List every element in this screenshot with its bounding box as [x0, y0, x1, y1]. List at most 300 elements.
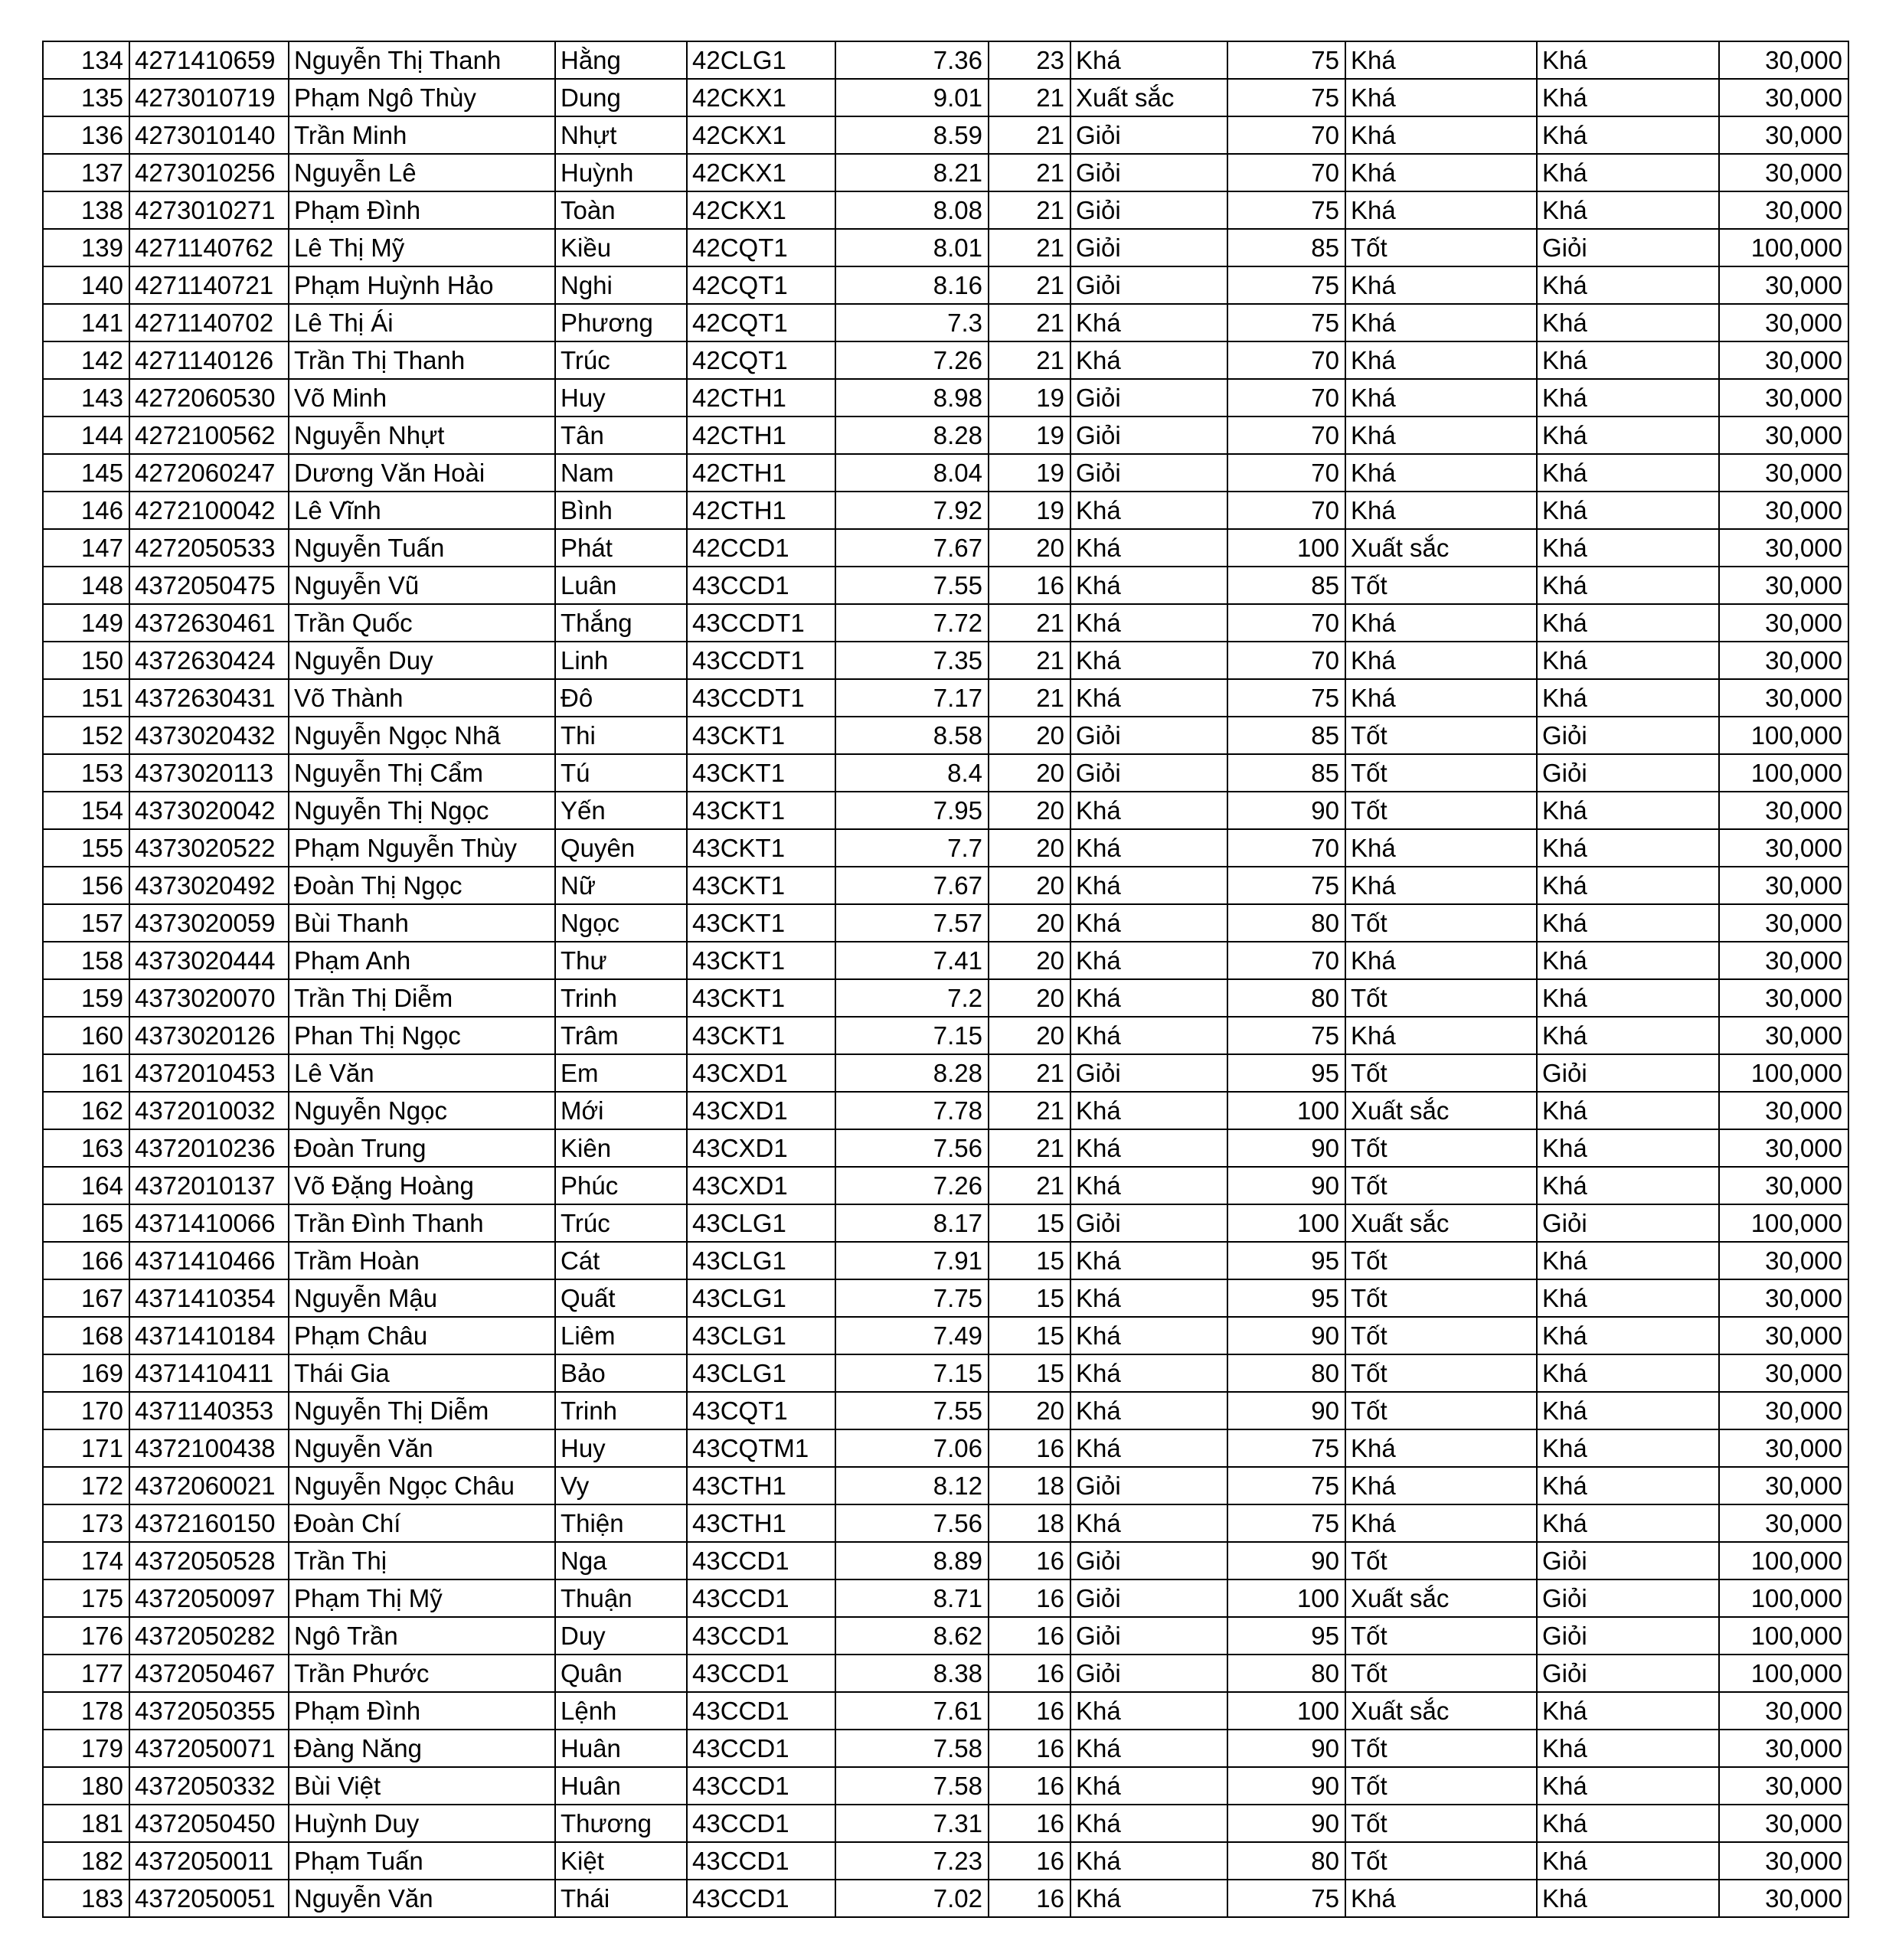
cell-student-id: 4372630424 — [129, 642, 289, 679]
cell-amount: 30,000 — [1719, 1467, 1848, 1504]
cell-gpa: 8.59 — [835, 116, 989, 154]
cell-conduct-score: 95 — [1227, 1054, 1345, 1092]
cell-scholarship-rank: Khá — [1537, 642, 1719, 679]
cell-conduct-score: 90 — [1227, 1167, 1345, 1204]
cell-stt: 134 — [43, 41, 129, 79]
cell-surname: Lê Thị Ái — [289, 304, 555, 341]
cell-conduct-rank: Tốt — [1345, 1242, 1537, 1279]
cell-scholarship-rank: Khá — [1537, 304, 1719, 341]
cell-given-name: Trúc — [555, 341, 687, 379]
cell-academic-rank: Giỏi — [1070, 116, 1227, 154]
cell-gpa: 8.17 — [835, 1204, 989, 1242]
cell-amount: 100,000 — [1719, 717, 1848, 754]
table-row — [43, 492, 1848, 529]
cell-conduct-score: 70 — [1227, 604, 1345, 642]
cell-conduct-score: 75 — [1227, 304, 1345, 341]
cell-conduct-rank: Khá — [1345, 642, 1537, 679]
cell-class-code: 43CCD1 — [687, 1767, 835, 1805]
cell-gpa: 7.15 — [835, 1354, 989, 1392]
cell-gpa: 7.56 — [835, 1504, 989, 1542]
cell-surname: Lê Vĩnh — [289, 492, 555, 529]
cell-student-id: 4272100042 — [129, 492, 289, 529]
cell-amount: 30,000 — [1719, 416, 1848, 454]
cell-amount: 30,000 — [1719, 79, 1848, 116]
cell-conduct-score: 70 — [1227, 942, 1345, 979]
cell-student-id: 4372010032 — [129, 1092, 289, 1129]
cell-academic-rank: Khá — [1070, 1730, 1227, 1767]
table-row — [43, 454, 1848, 492]
cell-amount: 30,000 — [1719, 1767, 1848, 1805]
cell-surname: Nguyễn Thị Ngọc — [289, 792, 555, 829]
cell-credits: 21 — [989, 1167, 1070, 1204]
cell-stt: 176 — [43, 1617, 129, 1655]
table-row — [43, 341, 1848, 379]
cell-amount: 30,000 — [1719, 679, 1848, 717]
cell-amount: 30,000 — [1719, 1167, 1848, 1204]
table-row — [43, 567, 1848, 604]
cell-given-name: Thiện — [555, 1504, 687, 1542]
cell-stt: 159 — [43, 979, 129, 1017]
cell-academic-rank: Giỏi — [1070, 416, 1227, 454]
cell-student-id: 4371410411 — [129, 1354, 289, 1392]
table-row — [43, 604, 1848, 642]
cell-academic-rank: Khá — [1070, 567, 1227, 604]
table-row — [43, 1542, 1848, 1579]
cell-conduct-score: 80 — [1227, 1842, 1345, 1880]
cell-amount: 30,000 — [1719, 116, 1848, 154]
cell-stt: 148 — [43, 567, 129, 604]
cell-surname: Nguyễn Mậu — [289, 1279, 555, 1317]
cell-conduct-score: 70 — [1227, 829, 1345, 867]
cell-gpa: 7.61 — [835, 1692, 989, 1730]
cell-student-id: 4272050533 — [129, 529, 289, 567]
cell-credits: 21 — [989, 679, 1070, 717]
cell-given-name: Kiệt — [555, 1842, 687, 1880]
cell-credits: 20 — [989, 792, 1070, 829]
cell-surname: Võ Đặng Hoàng — [289, 1167, 555, 1204]
cell-academic-rank: Khá — [1070, 1504, 1227, 1542]
cell-scholarship-rank: Khá — [1537, 792, 1719, 829]
cell-stt: 182 — [43, 1842, 129, 1880]
cell-credits: 19 — [989, 492, 1070, 529]
cell-gpa: 7.72 — [835, 604, 989, 642]
cell-scholarship-rank: Khá — [1537, 492, 1719, 529]
cell-given-name: Liêm — [555, 1317, 687, 1354]
cell-given-name: Tân — [555, 416, 687, 454]
table-row — [43, 1467, 1848, 1504]
cell-credits: 20 — [989, 1392, 1070, 1429]
cell-academic-rank: Giỏi — [1070, 1054, 1227, 1092]
cell-student-id: 4373020444 — [129, 942, 289, 979]
cell-student-id: 4372630461 — [129, 604, 289, 642]
cell-stt: 181 — [43, 1805, 129, 1842]
cell-given-name: Huỳnh — [555, 154, 687, 191]
cell-gpa: 7.75 — [835, 1279, 989, 1317]
cell-conduct-rank: Khá — [1345, 266, 1537, 304]
cell-scholarship-rank: Khá — [1537, 379, 1719, 416]
table-row — [43, 1167, 1848, 1204]
cell-conduct-score: 95 — [1227, 1242, 1345, 1279]
cell-conduct-score: 80 — [1227, 1354, 1345, 1392]
table-row — [43, 1842, 1848, 1880]
cell-conduct-rank: Khá — [1345, 379, 1537, 416]
table-row — [43, 679, 1848, 717]
cell-student-id: 4271140762 — [129, 229, 289, 266]
table-row — [43, 754, 1848, 792]
cell-surname: Nguyễn Tuấn — [289, 529, 555, 567]
cell-student-id: 4373020042 — [129, 792, 289, 829]
cell-credits: 16 — [989, 1880, 1070, 1917]
cell-given-name: Mới — [555, 1092, 687, 1129]
cell-scholarship-rank: Khá — [1537, 1692, 1719, 1730]
cell-academic-rank: Khá — [1070, 1767, 1227, 1805]
cell-stt: 172 — [43, 1467, 129, 1504]
cell-amount: 30,000 — [1719, 1429, 1848, 1467]
cell-student-id: 4273010140 — [129, 116, 289, 154]
cell-scholarship-rank: Khá — [1537, 1767, 1719, 1805]
cell-stt: 183 — [43, 1880, 129, 1917]
cell-scholarship-rank: Khá — [1537, 904, 1719, 942]
cell-conduct-rank: Tốt — [1345, 229, 1537, 266]
cell-conduct-score: 90 — [1227, 1129, 1345, 1167]
cell-credits: 16 — [989, 1805, 1070, 1842]
cell-conduct-rank: Khá — [1345, 604, 1537, 642]
cell-student-id: 4373020492 — [129, 867, 289, 904]
table-row — [43, 1054, 1848, 1092]
cell-stt: 178 — [43, 1692, 129, 1730]
cell-class-code: 42CKX1 — [687, 79, 835, 116]
cell-surname: Nguyễn Văn — [289, 1880, 555, 1917]
cell-amount: 100,000 — [1719, 754, 1848, 792]
cell-student-id: 4273010271 — [129, 191, 289, 229]
cell-conduct-score: 85 — [1227, 229, 1345, 266]
cell-conduct-score: 85 — [1227, 567, 1345, 604]
cell-stt: 156 — [43, 867, 129, 904]
cell-conduct-score: 100 — [1227, 1204, 1345, 1242]
cell-credits: 15 — [989, 1242, 1070, 1279]
cell-scholarship-rank: Khá — [1537, 454, 1719, 492]
cell-conduct-rank: Tốt — [1345, 567, 1537, 604]
cell-stt: 170 — [43, 1392, 129, 1429]
cell-credits: 20 — [989, 979, 1070, 1017]
cell-given-name: Bảo — [555, 1354, 687, 1392]
cell-surname: Đoàn Chí — [289, 1504, 555, 1542]
cell-conduct-score: 90 — [1227, 1542, 1345, 1579]
cell-class-code: 43CCD1 — [687, 1617, 835, 1655]
cell-gpa: 7.35 — [835, 642, 989, 679]
cell-amount: 30,000 — [1719, 1242, 1848, 1279]
cell-surname: Trần Thị Thanh — [289, 341, 555, 379]
cell-conduct-score: 80 — [1227, 904, 1345, 942]
cell-gpa: 7.58 — [835, 1767, 989, 1805]
cell-amount: 30,000 — [1719, 1092, 1848, 1129]
cell-class-code: 43CCDT1 — [687, 679, 835, 717]
cell-academic-rank: Giỏi — [1070, 266, 1227, 304]
cell-conduct-rank: Tốt — [1345, 792, 1537, 829]
cell-surname: Nguyễn Thị Thanh — [289, 41, 555, 79]
cell-class-code: 42CTH1 — [687, 492, 835, 529]
cell-class-code: 43CCD1 — [687, 1579, 835, 1617]
cell-given-name: Toàn — [555, 191, 687, 229]
table-row — [43, 1017, 1848, 1054]
cell-gpa: 7.17 — [835, 679, 989, 717]
cell-conduct-rank: Tốt — [1345, 1167, 1537, 1204]
table-row — [43, 1392, 1848, 1429]
cell-credits: 20 — [989, 529, 1070, 567]
cell-gpa: 7.91 — [835, 1242, 989, 1279]
cell-conduct-rank: Khá — [1345, 1467, 1537, 1504]
cell-surname: Phạm Anh — [289, 942, 555, 979]
cell-student-id: 4372050097 — [129, 1579, 289, 1617]
cell-credits: 21 — [989, 1129, 1070, 1167]
cell-class-code: 43CLG1 — [687, 1317, 835, 1354]
cell-conduct-rank: Khá — [1345, 79, 1537, 116]
cell-class-code: 43CCD1 — [687, 1542, 835, 1579]
cell-student-id: 4272060530 — [129, 379, 289, 416]
cell-academic-rank: Khá — [1070, 942, 1227, 979]
cell-stt: 140 — [43, 266, 129, 304]
cell-class-code: 42CKX1 — [687, 191, 835, 229]
cell-student-id: 4373020522 — [129, 829, 289, 867]
cell-class-code: 43CKT1 — [687, 754, 835, 792]
table-row — [43, 1204, 1848, 1242]
cell-class-code: 43CTH1 — [687, 1504, 835, 1542]
cell-amount: 30,000 — [1719, 1805, 1848, 1842]
cell-given-name: Lệnh — [555, 1692, 687, 1730]
cell-given-name: Thái — [555, 1880, 687, 1917]
cell-academic-rank: Khá — [1070, 41, 1227, 79]
table-row — [43, 1692, 1848, 1730]
cell-stt: 158 — [43, 942, 129, 979]
table-row — [43, 154, 1848, 191]
cell-student-id: 4371410184 — [129, 1317, 289, 1354]
cell-amount: 30,000 — [1719, 191, 1848, 229]
cell-given-name: Thương — [555, 1805, 687, 1842]
cell-conduct-score: 90 — [1227, 792, 1345, 829]
cell-stt: 135 — [43, 79, 129, 116]
cell-conduct-rank: Tốt — [1345, 1805, 1537, 1842]
cell-academic-rank: Khá — [1070, 1354, 1227, 1392]
cell-student-id: 4372050282 — [129, 1617, 289, 1655]
cell-class-code: 43CXD1 — [687, 1092, 835, 1129]
cell-conduct-rank: Xuất sắc — [1345, 1579, 1537, 1617]
table-row — [43, 229, 1848, 266]
cell-academic-rank: Giỏi — [1070, 717, 1227, 754]
cell-conduct-rank: Khá — [1345, 942, 1537, 979]
cell-student-id: 4271140702 — [129, 304, 289, 341]
cell-conduct-score: 100 — [1227, 1692, 1345, 1730]
cell-surname: Nguyễn Nhựt — [289, 416, 555, 454]
cell-scholarship-rank: Khá — [1537, 1504, 1719, 1542]
cell-amount: 30,000 — [1719, 1504, 1848, 1542]
cell-amount: 100,000 — [1719, 1204, 1848, 1242]
cell-amount: 30,000 — [1719, 1692, 1848, 1730]
cell-given-name: Nhựt — [555, 116, 687, 154]
cell-stt: 141 — [43, 304, 129, 341]
cell-class-code: 43CCD1 — [687, 1805, 835, 1842]
cell-given-name: Quyên — [555, 829, 687, 867]
cell-conduct-rank: Khá — [1345, 867, 1537, 904]
cell-stt: 145 — [43, 454, 129, 492]
cell-gpa: 8.89 — [835, 1542, 989, 1579]
cell-amount: 30,000 — [1719, 979, 1848, 1017]
cell-gpa: 8.98 — [835, 379, 989, 416]
cell-stt: 174 — [43, 1542, 129, 1579]
cell-student-id: 4371410466 — [129, 1242, 289, 1279]
cell-conduct-rank: Khá — [1345, 1504, 1537, 1542]
table-row — [43, 1880, 1848, 1917]
cell-class-code: 42CTH1 — [687, 379, 835, 416]
cell-conduct-rank: Khá — [1345, 41, 1537, 79]
cell-given-name: Phương — [555, 304, 687, 341]
cell-stt: 177 — [43, 1655, 129, 1692]
cell-amount: 30,000 — [1719, 492, 1848, 529]
cell-amount: 30,000 — [1719, 154, 1848, 191]
cell-surname: Phan Thị Ngọc — [289, 1017, 555, 1054]
cell-conduct-rank: Tốt — [1345, 1054, 1537, 1092]
cell-conduct-score: 70 — [1227, 379, 1345, 416]
cell-class-code: 43CCD1 — [687, 1655, 835, 1692]
cell-credits: 19 — [989, 416, 1070, 454]
cell-scholarship-rank: Khá — [1537, 1354, 1719, 1392]
cell-amount: 30,000 — [1719, 1392, 1848, 1429]
cell-academic-rank: Khá — [1070, 679, 1227, 717]
cell-scholarship-rank: Khá — [1537, 116, 1719, 154]
cell-academic-rank: Giỏi — [1070, 154, 1227, 191]
cell-academic-rank: Xuất sắc — [1070, 79, 1227, 116]
cell-conduct-score: 75 — [1227, 1504, 1345, 1542]
cell-credits: 23 — [989, 41, 1070, 79]
cell-amount: 30,000 — [1719, 567, 1848, 604]
cell-credits: 16 — [989, 1842, 1070, 1880]
cell-academic-rank: Khá — [1070, 492, 1227, 529]
cell-conduct-score: 70 — [1227, 642, 1345, 679]
cell-academic-rank: Giỏi — [1070, 1617, 1227, 1655]
table-row — [43, 1354, 1848, 1392]
cell-credits: 19 — [989, 379, 1070, 416]
cell-gpa: 7.92 — [835, 492, 989, 529]
cell-student-id: 4373020126 — [129, 1017, 289, 1054]
cell-class-code: 43CCDT1 — [687, 604, 835, 642]
cell-amount: 30,000 — [1719, 454, 1848, 492]
cell-amount: 30,000 — [1719, 1317, 1848, 1354]
cell-gpa: 7.31 — [835, 1805, 989, 1842]
cell-stt: 137 — [43, 154, 129, 191]
cell-conduct-rank: Tốt — [1345, 1730, 1537, 1767]
cell-scholarship-rank: Giỏi — [1537, 229, 1719, 266]
cell-scholarship-rank: Giỏi — [1537, 754, 1719, 792]
cell-stt: 154 — [43, 792, 129, 829]
cell-academic-rank: Khá — [1070, 1692, 1227, 1730]
cell-conduct-rank: Xuất sắc — [1345, 1692, 1537, 1730]
cell-stt: 164 — [43, 1167, 129, 1204]
cell-academic-rank: Giỏi — [1070, 1655, 1227, 1692]
cell-credits: 15 — [989, 1354, 1070, 1392]
cell-student-id: 4271140126 — [129, 341, 289, 379]
cell-scholarship-rank: Khá — [1537, 1242, 1719, 1279]
table-row — [43, 792, 1848, 829]
cell-surname: Trần Minh — [289, 116, 555, 154]
table-row — [43, 1805, 1848, 1842]
cell-given-name: Quất — [555, 1279, 687, 1317]
cell-student-id: 4372050450 — [129, 1805, 289, 1842]
cell-credits: 15 — [989, 1279, 1070, 1317]
cell-conduct-rank: Tốt — [1345, 979, 1537, 1017]
cell-scholarship-rank: Khá — [1537, 341, 1719, 379]
cell-given-name: Phát — [555, 529, 687, 567]
cell-class-code: 42CTH1 — [687, 454, 835, 492]
cell-credits: 18 — [989, 1504, 1070, 1542]
cell-class-code: 43CXD1 — [687, 1129, 835, 1167]
cell-surname: Lê Văn — [289, 1054, 555, 1092]
cell-conduct-rank: Tốt — [1345, 1129, 1537, 1167]
cell-academic-rank: Khá — [1070, 1880, 1227, 1917]
cell-surname: Trần Thị Diễm — [289, 979, 555, 1017]
cell-credits: 21 — [989, 341, 1070, 379]
cell-gpa: 8.04 — [835, 454, 989, 492]
cell-class-code: 42CKX1 — [687, 154, 835, 191]
table-row — [43, 416, 1848, 454]
cell-conduct-rank: Tốt — [1345, 1392, 1537, 1429]
cell-stt: 138 — [43, 191, 129, 229]
cell-class-code: 42CQT1 — [687, 229, 835, 266]
cell-given-name: Thi — [555, 717, 687, 754]
cell-student-id: 4372060021 — [129, 1467, 289, 1504]
cell-stt: 149 — [43, 604, 129, 642]
cell-stt: 157 — [43, 904, 129, 942]
cell-given-name: Nam — [555, 454, 687, 492]
cell-credits: 20 — [989, 942, 1070, 979]
cell-given-name: Thuận — [555, 1579, 687, 1617]
cell-academic-rank: Khá — [1070, 1805, 1227, 1842]
table-row — [43, 904, 1848, 942]
cell-amount: 30,000 — [1719, 1730, 1848, 1767]
cell-conduct-rank: Xuất sắc — [1345, 1204, 1537, 1242]
cell-conduct-score: 80 — [1227, 979, 1345, 1017]
cell-conduct-score: 90 — [1227, 1392, 1345, 1429]
cell-class-code: 43CLG1 — [687, 1242, 835, 1279]
cell-gpa: 7.57 — [835, 904, 989, 942]
cell-academic-rank: Khá — [1070, 979, 1227, 1017]
cell-conduct-rank: Khá — [1345, 454, 1537, 492]
cell-conduct-rank: Xuất sắc — [1345, 1092, 1537, 1129]
cell-conduct-score: 80 — [1227, 1655, 1345, 1692]
cell-given-name: Linh — [555, 642, 687, 679]
cell-stt: 146 — [43, 492, 129, 529]
cell-surname: Phạm Châu — [289, 1317, 555, 1354]
cell-amount: 100,000 — [1719, 1579, 1848, 1617]
cell-conduct-score: 85 — [1227, 717, 1345, 754]
table-body — [43, 41, 1848, 1917]
cell-gpa: 8.28 — [835, 416, 989, 454]
cell-given-name: Trinh — [555, 1392, 687, 1429]
table-row — [43, 1129, 1848, 1167]
cell-student-id: 4371410066 — [129, 1204, 289, 1242]
cell-amount: 30,000 — [1719, 792, 1848, 829]
cell-surname: Đoàn Trung — [289, 1129, 555, 1167]
cell-scholarship-rank: Khá — [1537, 567, 1719, 604]
cell-academic-rank: Khá — [1070, 642, 1227, 679]
cell-given-name: Cát — [555, 1242, 687, 1279]
cell-stt: 150 — [43, 642, 129, 679]
cell-credits: 21 — [989, 191, 1070, 229]
cell-amount: 30,000 — [1719, 942, 1848, 979]
table-row — [43, 1655, 1848, 1692]
cell-given-name: Hằng — [555, 41, 687, 79]
cell-surname: Đoàn Thị Ngọc — [289, 867, 555, 904]
cell-amount: 30,000 — [1719, 642, 1848, 679]
cell-student-id: 4373020432 — [129, 717, 289, 754]
